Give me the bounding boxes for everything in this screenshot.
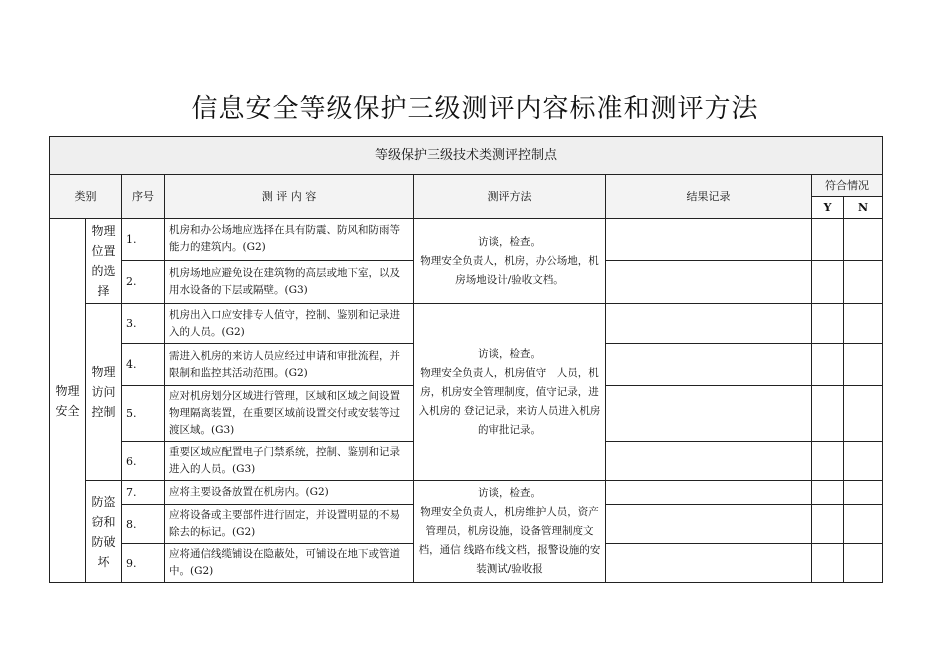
yes-cell[interactable] (812, 505, 844, 544)
result-cell[interactable] (606, 442, 812, 481)
row-number: 2. (122, 260, 165, 303)
no-cell[interactable] (844, 386, 883, 442)
yes-cell[interactable] (812, 442, 844, 481)
no-cell[interactable] (844, 442, 883, 481)
table-row (50, 304, 883, 344)
row-number: 1. (122, 219, 165, 261)
result-cell[interactable] (606, 260, 812, 303)
page-title: 信息安全等级保护三级测评内容标准和测评方法 (191, 94, 759, 124)
table-row (50, 219, 883, 261)
row-number: 9. (122, 544, 165, 583)
group-name: 防盗窃和防破坏 (86, 481, 122, 583)
yes-cell[interactable] (812, 344, 844, 386)
row-number: 6. (122, 442, 165, 481)
no-cell[interactable] (844, 344, 883, 386)
row-content: 应将主要设备放置在机房内。(G2) (165, 481, 414, 505)
group-name: 物理访问控制 (86, 304, 122, 481)
row-content: 应将通信线缆铺设在隐蔽处，可铺设在地下或管道中。(G2) (165, 544, 414, 583)
no-cell[interactable] (844, 505, 883, 544)
row-content: 需进入机房的来访人员应经过申请和审批流程，并限制和监控其活动范围。(G2) (165, 344, 414, 386)
result-cell[interactable] (606, 481, 812, 505)
row-number: 8. (122, 505, 165, 544)
result-cell[interactable] (606, 344, 812, 386)
no-cell[interactable] (844, 260, 883, 303)
row-content: 应将设备或主要部件进行固定，并设置明显的不易除去的标记。(G2) (165, 505, 414, 544)
no-cell[interactable] (844, 219, 883, 261)
result-cell[interactable] (606, 544, 812, 583)
header-yes: Y (812, 197, 844, 219)
header-category: 类别 (50, 175, 122, 219)
header-seq: 序号 (122, 175, 165, 219)
group-method: 访谈，检查。 物理安全负责人，机房，办公场地，机房场地设计/验收文档。 (414, 219, 606, 304)
row-content: 机房出入口应安排专人值守，控制、鉴别和记录进入的人员。(G2) (165, 304, 414, 344)
no-cell[interactable] (844, 481, 883, 505)
table-row (50, 481, 883, 505)
row-number: 5. (122, 386, 165, 442)
yes-cell[interactable] (812, 304, 844, 344)
header-compliance: 符合情况 (812, 175, 883, 197)
yes-cell[interactable] (812, 219, 844, 261)
row-number: 7. (122, 481, 165, 505)
banner-row (50, 137, 883, 175)
yes-cell[interactable] (812, 544, 844, 583)
result-cell[interactable] (606, 505, 812, 544)
no-cell[interactable] (844, 544, 883, 583)
header-result: 结果记录 (606, 175, 812, 219)
evaluation-table (49, 136, 883, 583)
row-number: 3. (122, 304, 165, 344)
row-content: 应对机房划分区域进行管理，区域和区域之间设置物理隔离装置，在重要区域前设置交付或安装等过渡区域。(G3) (165, 386, 414, 442)
group-name: 物理位置的选择 (86, 219, 122, 304)
result-cell[interactable] (606, 219, 812, 261)
row-content: 重要区域应配置电子门禁系统，控制、鉴别和记录进入的人员。(G3) (165, 442, 414, 481)
no-cell[interactable] (844, 304, 883, 344)
header-content: 测 评 内 容 (165, 175, 414, 219)
header-no: N (844, 197, 883, 219)
category-cell: 物理安全 (50, 219, 86, 583)
yes-cell[interactable] (812, 260, 844, 303)
table-banner: 等级保护三级技术类测评控制点 (50, 137, 883, 175)
row-content: 机房和办公场地应选择在具有防震、防风和防雨等能力的建筑内。(G2) (165, 219, 414, 261)
row-number: 4. (122, 344, 165, 386)
yes-cell[interactable] (812, 481, 844, 505)
result-cell[interactable] (606, 386, 812, 442)
group-method: 访谈，检查。 物理安全负责人，机房维护人员，资产管理员，机房设施，设备管理制度文档，通信 线路布线文档，报警设施的安装测试/验收报 (414, 481, 606, 583)
row-content: 机房场地应避免设在建筑物的高层或地下室，以及用水设备的下层或隔壁。(G3) (165, 260, 414, 303)
group-method: 访谈，检查。 物理安全负责人，机房值守 人员，机房，机房安全管理制度，值守记录，进入机房的 登记记录，来访人员进入机房的审批记录。 (414, 304, 606, 481)
header-row (50, 175, 883, 197)
yes-cell[interactable] (812, 386, 844, 442)
result-cell[interactable] (606, 304, 812, 344)
header-method: 测评方法 (414, 175, 606, 219)
